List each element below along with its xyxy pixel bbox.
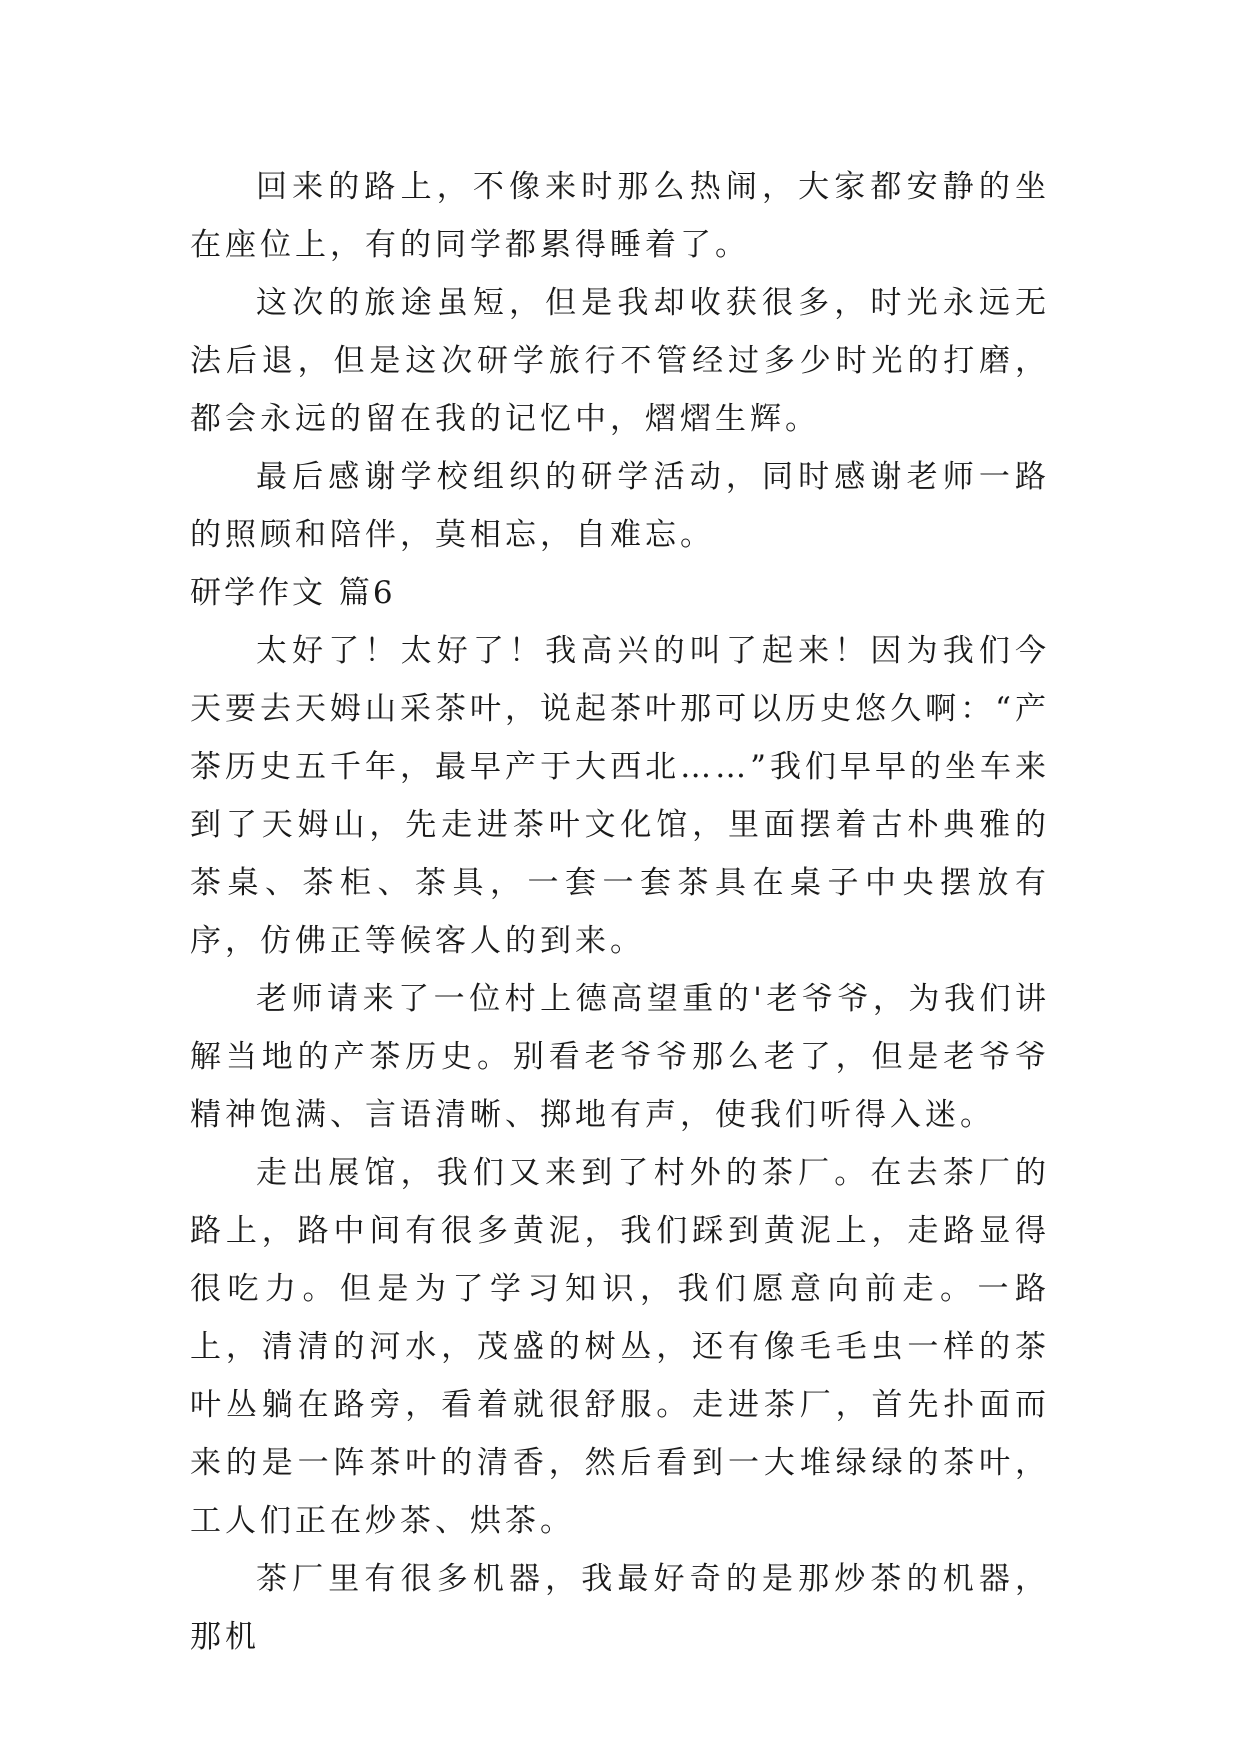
paragraph: 茶厂里有很多机器，我最好奇的是那炒茶的机器，那机 <box>190 1561 1050 1655</box>
paragraph: 最后感谢学校组织的研学活动，同时感谢老师一路的照顾和陪伴，莫相忘，自难忘。 <box>190 459 1050 553</box>
paragraph: 走出展馆，我们又来到了村外的茶厂。在去茶厂的路上，路中间有很多黄泥，我们踩到黄泥上，走路显得很吃力。但是为了学习知识，我们愿意向前走。一路上，清清的河水，茂盛的树丛，还有像毛毛虫一样的茶叶丛躺在路旁，看着就很舒服。走进茶厂，首先扑面而来的是一阵茶叶的清香，然后看到一大堆绿绿的茶叶，工人们正在炒茶、烘茶。 <box>190 1155 1050 1539</box>
section-heading: 研学作文 篇6 <box>190 575 396 611</box>
paragraph: 回来的路上，不像来时那么热闹，大家都安静的坐在座位上，有的同学都累得睡着了。 <box>190 169 1050 263</box>
paragraph: 太好了！太好了！我高兴的叫了起来！因为我们今天要去天姆山采茶叶，说起茶叶那可以历史悠久啊：“产茶历史五千年，最早产于大西北……”我们早早的坐车来到了天姆山，先走进茶叶文化馆，里面摆着古朴典雅的茶桌、茶柜、茶具，一套一套茶具在桌子中央摆放有序，仿佛正等候客人的到来。 <box>190 633 1050 959</box>
paragraph: 老师请来了一位村上德高望重的'老爷爷，为我们讲解当地的产茶历史。别看老爷爷那么老了，但是老爷爷精神饱满、言语清晰、掷地有声，使我们听得入迷。 <box>190 981 1050 1133</box>
paragraph: 这次的旅途虽短，但是我却收获很多，时光永远无法后退，但是这次研学旅行不管经过多少时光的打磨，都会永远的留在我的记忆中，熠熠生辉。 <box>190 285 1050 437</box>
document-body <box>190 158 1050 1666</box>
